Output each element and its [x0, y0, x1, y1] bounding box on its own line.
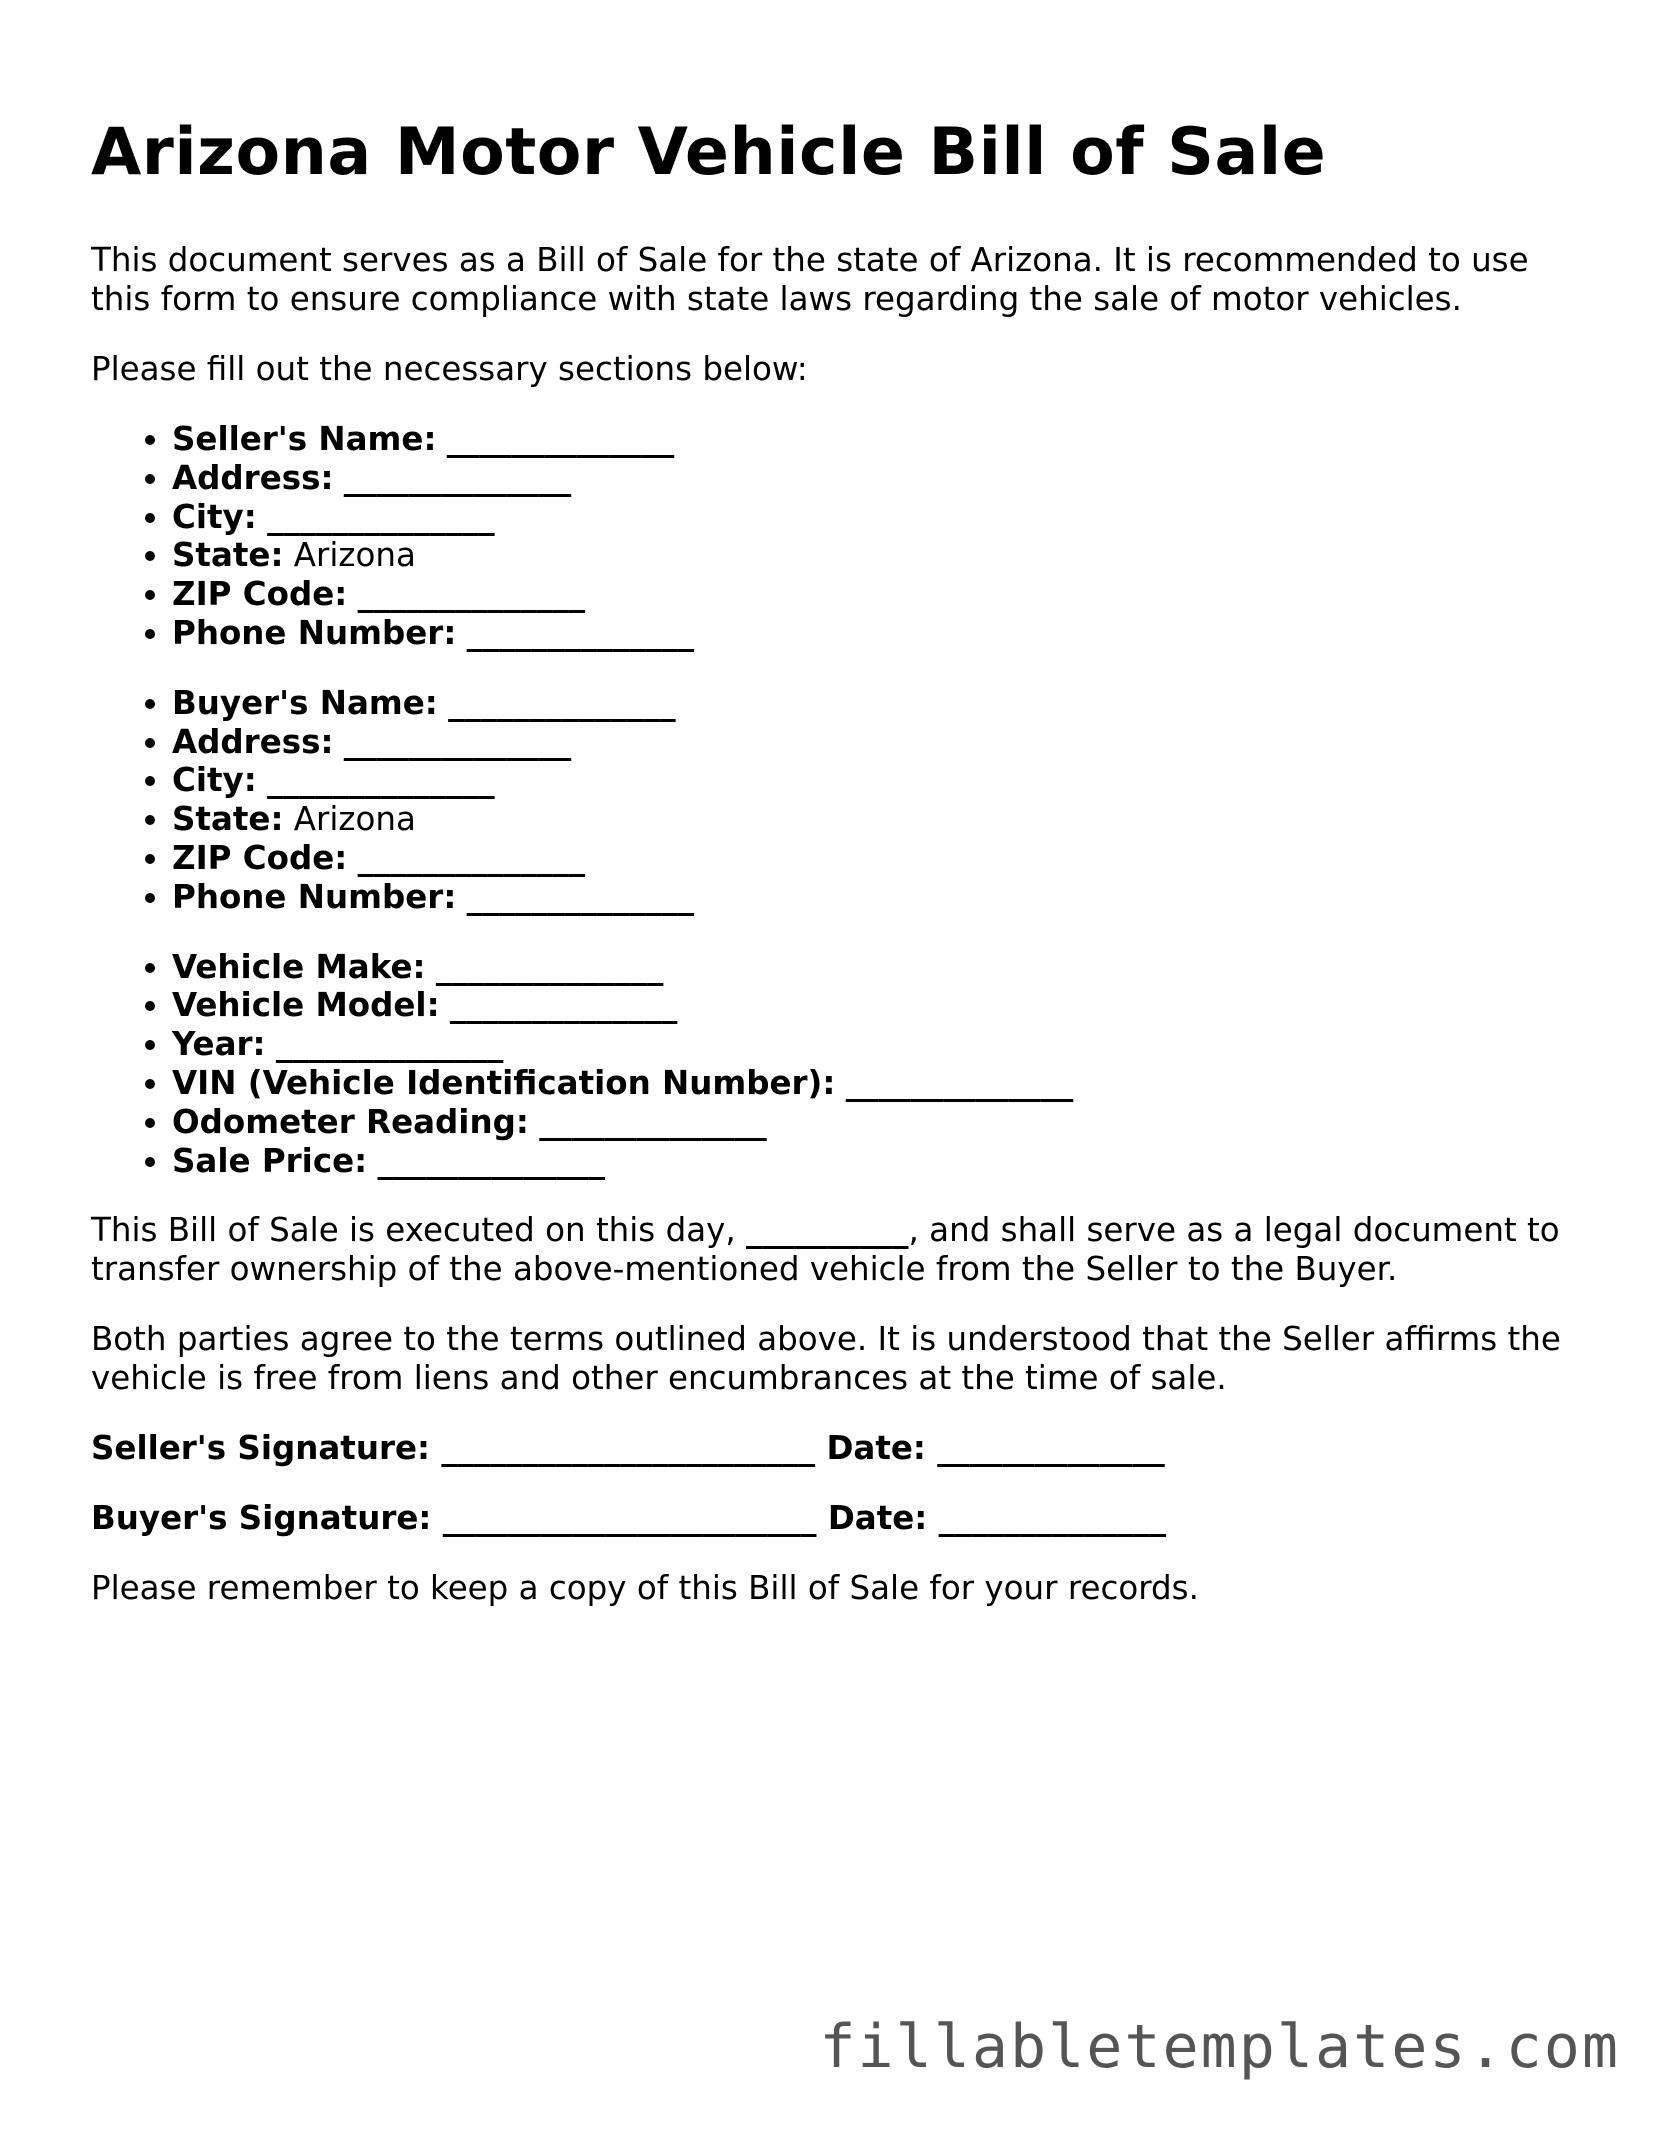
buyer-signature-line: Buyer's Signature: _______________________ Date: ______________	[91, 1499, 1167, 1538]
seller-address-blank[interactable]: ______________	[343, 458, 572, 497]
vehicle-model-field: • Vehicle Model: ______________	[172, 986, 1591, 1025]
buyer-signature-blank[interactable]: _______________________	[442, 1499, 817, 1538]
buyer-city-blank[interactable]: ______________	[267, 761, 495, 800]
vehicle-vin-blank[interactable]: ______________	[845, 1063, 1074, 1102]
buyer-address-field: • Address: ______________	[172, 723, 1591, 762]
vehicle-make-field: • Vehicle Make: ______________	[172, 948, 1591, 987]
seller-zip-field: • ZIP Code: ______________	[172, 575, 1591, 614]
seller-field-list	[91, 420, 1591, 653]
document-title: Arizona Motor Vehicle Bill of Sale	[91, 115, 1327, 190]
execution-paragraph: This Bill of Sale is executed on this day, __________, and shall serve as a legal document to transfer ownership of the above-mentioned vehicle from the Seller to the Buyer.	[91, 1211, 1560, 1289]
seller-signature-blank[interactable]: _______________________	[441, 1429, 816, 1468]
buyer-city-field: • City: ______________	[172, 761, 1591, 800]
seller-state-value: Arizona	[293, 536, 416, 575]
seller-phone-blank[interactable]: ______________	[466, 613, 695, 652]
seller-signature-line: Seller's Signature: _______________________ Date: ______________	[91, 1429, 1165, 1468]
buyer-name-blank[interactable]: ______________	[448, 683, 676, 722]
vehicle-field-list	[91, 948, 1591, 1181]
seller-phone-field: • Phone Number: ______________	[172, 614, 1591, 653]
buyer-name-field: • Buyer's Name: ______________	[172, 684, 1591, 723]
vehicle-model-blank[interactable]: ______________	[449, 986, 678, 1025]
execution-date-blank[interactable]: __________	[746, 1211, 909, 1250]
site-watermark: fillabletemplates.com	[819, 2012, 1620, 2082]
buyer-state-field: • State: Arizona	[172, 800, 1591, 839]
seller-date-blank[interactable]: ______________	[937, 1429, 1165, 1468]
seller-city-field: • City: ______________	[172, 498, 1591, 537]
buyer-field-list	[91, 684, 1591, 917]
vehicle-year-field: • Year: ______________	[172, 1025, 1591, 1064]
vehicle-make-blank[interactable]: ______________	[435, 947, 664, 986]
seller-zip-blank[interactable]: ______________	[357, 575, 586, 614]
buyer-date-blank[interactable]: ______________	[938, 1499, 1167, 1538]
seller-address-field: • Address: ______________	[172, 459, 1591, 498]
vehicle-year-blank[interactable]: ______________	[275, 1025, 504, 1064]
buyer-address-blank[interactable]: ______________	[343, 722, 572, 761]
seller-state-field: • State: Arizona	[172, 536, 1591, 575]
document-page	[91, 112, 1591, 1608]
buyer-zip-field: • ZIP Code: ______________	[172, 839, 1591, 878]
odometer-field: • Odometer Reading: ______________	[172, 1103, 1591, 1142]
buyer-zip-blank[interactable]: ______________	[357, 838, 586, 877]
sale-price-field: • Sale Price: ______________	[172, 1142, 1591, 1181]
seller-name-field: • Seller's Name: ______________	[172, 420, 1591, 459]
buyer-phone-blank[interactable]: ______________	[466, 877, 695, 916]
sale-price-blank[interactable]: ______________	[377, 1141, 605, 1180]
instructions-paragraph: Please fill out the necessary sections below:	[91, 350, 808, 388]
seller-name-blank[interactable]: ______________	[446, 420, 675, 458]
vehicle-vin-field: • VIN (Vehicle Identification Number): ______________	[172, 1064, 1591, 1103]
reminder-paragraph: Please remember to keep a copy of this Bill of Sale for your records.	[91, 1569, 1199, 1608]
odometer-blank[interactable]: ______________	[539, 1102, 767, 1141]
buyer-state-value: Arizona	[293, 800, 416, 839]
seller-city-blank[interactable]: ______________	[267, 497, 495, 536]
buyer-phone-field: • Phone Number: ______________	[172, 878, 1591, 917]
agreement-paragraph: Both parties agree to the terms outlined above. It is understood that the Seller affirms the vehicle is free from liens and other encumbrances at the time of sale.	[91, 1320, 1561, 1398]
intro-paragraph: This document serves as a Bill of Sale for the state of Arizona. It is recommended to use this form to ensure compliance with state laws regarding the sale of motor vehicles.	[91, 241, 1529, 318]
